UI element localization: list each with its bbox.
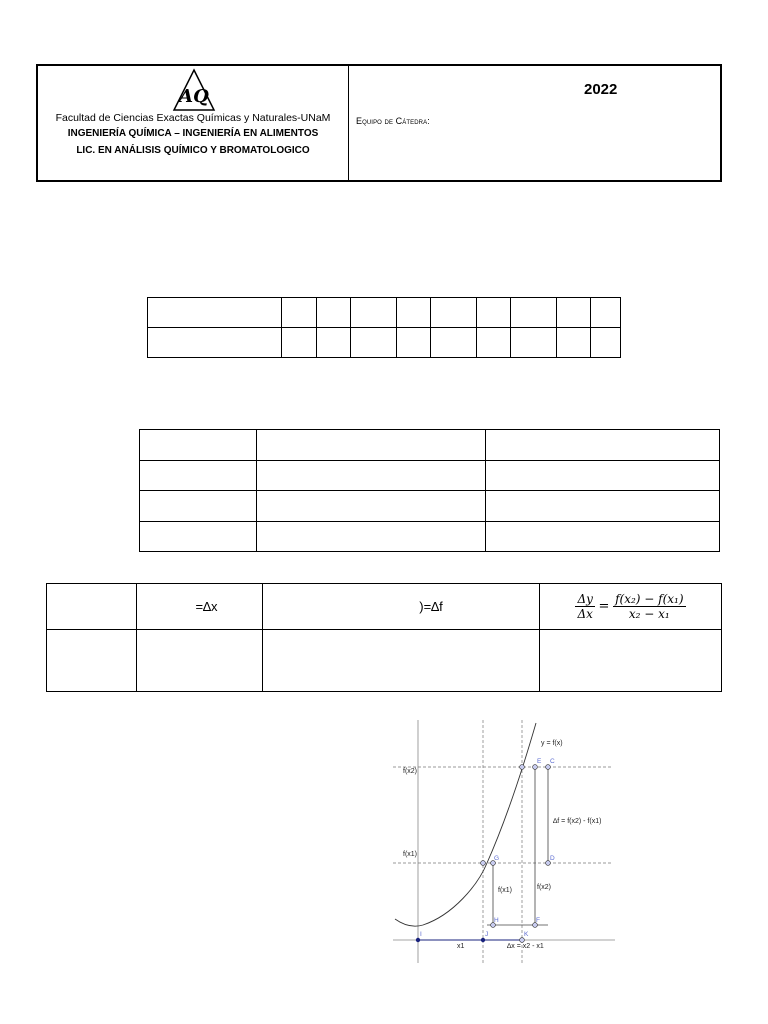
- point-h-label: H: [494, 917, 499, 924]
- header-divider: [348, 66, 349, 182]
- table-cell[interactable]: [557, 298, 591, 328]
- x1-label: x1: [457, 943, 465, 950]
- values-table: [147, 297, 621, 358]
- table-cell[interactable]: [540, 630, 722, 692]
- table-cell[interactable]: [486, 491, 720, 522]
- table-cell[interactable]: [263, 630, 540, 692]
- table-cell[interactable]: [397, 328, 431, 358]
- table-cell[interactable]: [431, 298, 477, 328]
- fx2-axis-label: f(x2): [403, 768, 417, 775]
- table-cell[interactable]: [257, 491, 486, 522]
- point-e-label: E: [537, 758, 542, 765]
- table-cell[interactable]: [591, 328, 621, 358]
- career-line-2: LIC. EN ANÁLISIS QUÍMICO Y BROMATOLOGICO: [76, 145, 310, 156]
- table-cell[interactable]: [557, 328, 591, 358]
- fx1-seg-label: f(x1): [498, 887, 512, 894]
- table-row: [140, 460, 720, 491]
- delta-f-label: ∆f = f(x2) - f(x1): [553, 818, 602, 825]
- point-k-label: K: [524, 931, 529, 938]
- table-cell[interactable]: [140, 430, 257, 461]
- quotient-lhs-num: Δy: [577, 592, 593, 606]
- faculty-name: Facultad de Ciencias Exactas Químicas y Naturales-UNaM: [55, 112, 331, 124]
- table-cell[interactable]: [148, 298, 282, 328]
- delta-f-header: )=∆f: [263, 584, 540, 630]
- point-i: [416, 938, 420, 942]
- table-cell[interactable]: [140, 491, 257, 522]
- point-c: [546, 765, 551, 770]
- table-cell[interactable]: [317, 328, 351, 358]
- point-j: [481, 938, 485, 942]
- table-cell[interactable]: [351, 328, 397, 358]
- faculty-logo: [172, 68, 216, 112]
- quotient-header: [540, 584, 722, 630]
- point-on-curve-x1: [481, 861, 486, 866]
- function-curve: [395, 723, 536, 926]
- point-j-label: J: [485, 931, 489, 938]
- table-cell[interactable]: [317, 298, 351, 328]
- point-d-label: D: [550, 855, 555, 862]
- table-cell[interactable]: [140, 460, 257, 491]
- table-cell[interactable]: [257, 521, 486, 552]
- table-cell[interactable]: [351, 298, 397, 328]
- career-line-1: INGENIERÍA QUÍMICA – INGENIERÍA EN ALIMENTOS: [67, 128, 319, 139]
- point-on-curve-x2: [520, 765, 525, 770]
- point-e: [533, 765, 538, 770]
- table-row: [148, 328, 621, 358]
- quotient-lhs-den: Δx: [577, 607, 593, 621]
- table-cell[interactable]: [282, 298, 317, 328]
- point-i-label: I: [420, 931, 422, 938]
- table-cell[interactable]: [282, 328, 317, 358]
- table-cell[interactable]: [47, 630, 137, 692]
- table-row: [140, 491, 720, 522]
- fx2-seg-label: f(x2): [537, 884, 551, 891]
- points-table: [139, 429, 720, 552]
- table-cell[interactable]: [477, 298, 511, 328]
- point-k: [520, 938, 525, 943]
- table-cell[interactable]: [47, 584, 137, 630]
- year: 2022: [584, 81, 618, 98]
- header-box: [36, 64, 722, 182]
- delta-x-label: ∆x = x2 - x1: [507, 943, 544, 950]
- quotient-rhs-num: f(x₂) − f(x₁): [615, 592, 684, 606]
- equals-sign: =: [598, 598, 610, 614]
- table-cell[interactable]: [486, 521, 720, 552]
- table-cell[interactable]: [486, 430, 720, 461]
- table-row: [148, 298, 621, 328]
- table-row: [140, 430, 720, 461]
- point-f-label: F: [536, 917, 540, 924]
- table-cell[interactable]: [511, 328, 557, 358]
- fx1-axis-label: f(x1): [403, 851, 417, 858]
- quotient-rhs: [613, 592, 685, 621]
- rate-table: [46, 583, 722, 692]
- quotient-rhs-den: x₂ − x₁: [628, 607, 670, 621]
- secant-diagram: [383, 715, 618, 965]
- table-cell[interactable]: [148, 328, 282, 358]
- table-row: [47, 584, 722, 630]
- table-cell[interactable]: [486, 460, 720, 491]
- table-cell[interactable]: [257, 430, 486, 461]
- team-label: Equipo de Cátedra:: [356, 116, 430, 126]
- logo-lettering: AQ: [179, 86, 209, 107]
- quotient-lhs: [575, 592, 594, 621]
- table-cell[interactable]: [591, 298, 621, 328]
- delta-x-header: =∆x: [137, 584, 263, 630]
- table-cell[interactable]: [397, 298, 431, 328]
- table-cell[interactable]: [431, 328, 477, 358]
- table-row: [140, 521, 720, 552]
- table-cell[interactable]: [137, 630, 263, 692]
- curve-label: y = f(x): [541, 740, 563, 747]
- table-cell[interactable]: [140, 521, 257, 552]
- table-cell[interactable]: [477, 328, 511, 358]
- table-row: [47, 630, 722, 692]
- table-cell[interactable]: [511, 298, 557, 328]
- point-c-label: C: [550, 758, 555, 765]
- point-g-label: G: [494, 855, 500, 862]
- table-cell[interactable]: [257, 460, 486, 491]
